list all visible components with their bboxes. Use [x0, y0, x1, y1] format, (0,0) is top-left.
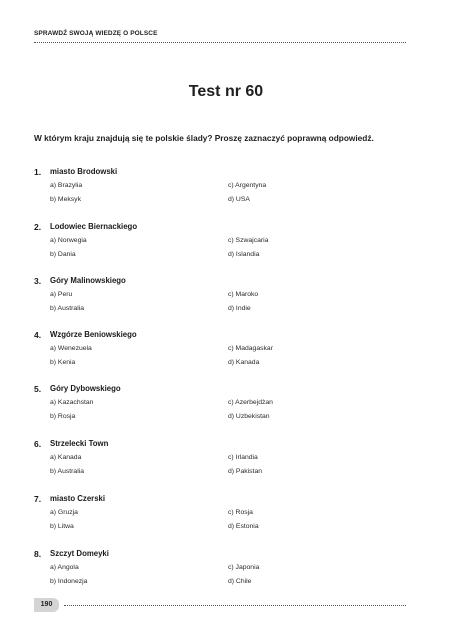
question-text: Góry Dybowskiego [50, 384, 121, 393]
answer-option-a[interactable]: a) Gruzja [50, 509, 78, 516]
answer-option-a[interactable]: a) Kanada [50, 454, 82, 461]
answer-option-a[interactable]: a) Peru [50, 291, 73, 298]
answer-option-d[interactable]: d) Uzbekistan [228, 413, 270, 420]
answer-option-a[interactable]: a) Kazachstan [50, 399, 94, 406]
question-number: 8. [34, 549, 42, 559]
question-number: 4. [34, 330, 42, 340]
page-title: Test nr 60 [188, 83, 264, 100]
question-number: 7. [34, 494, 42, 504]
answer-option-c[interactable]: c) Argentyna [228, 182, 267, 189]
answer-option-d[interactable]: d) Kanada [228, 359, 260, 366]
running-header: SPRAWDŹ SWOJĄ WIEDZĘ O POLSCE [34, 30, 158, 37]
question-number: 2. [34, 222, 42, 232]
question-text: miasto Brodowski [50, 167, 118, 176]
page-number: 190 [34, 598, 59, 612]
answer-option-b[interactable]: b) Indonezja [50, 578, 88, 585]
footer-divider [64, 605, 406, 606]
question-number: 5. [34, 384, 42, 394]
answer-option-c[interactable]: c) Rosja [228, 509, 253, 516]
question-number: 3. [34, 276, 42, 286]
answer-option-a[interactable]: a) Angola [50, 564, 79, 571]
answer-option-d[interactable]: d) Indie [228, 305, 251, 312]
instruction-text: W którym kraju znajdują się te polskie ślady? Proszę zaznaczyć poprawną odpowiedź. [34, 133, 374, 143]
answer-option-c[interactable]: c) Szwajcaria [228, 237, 269, 244]
question-number: 6. [34, 439, 42, 449]
answer-option-b[interactable]: b) Dania [50, 251, 76, 258]
question-number: 1. [34, 167, 42, 177]
question-text: miasto Czerski [50, 494, 106, 503]
answer-option-c[interactable]: c) Irlandia [228, 454, 258, 461]
answer-option-b[interactable]: b) Litwa [50, 523, 74, 530]
answer-option-d[interactable]: d) Islandia [228, 251, 260, 258]
answer-option-d[interactable]: d) Estonia [228, 523, 259, 530]
answer-option-c[interactable]: c) Azerbejdżan [228, 399, 273, 406]
answer-option-b[interactable]: b) Australia [50, 305, 85, 312]
question-text: Lodowiec Biernackiego [50, 222, 138, 231]
answer-option-c[interactable]: c) Madagaskar [228, 345, 273, 352]
question-text: Strzelecki Town [50, 439, 109, 448]
answer-option-d[interactable]: d) Chile [228, 578, 252, 585]
answer-option-b[interactable]: b) Rosja [50, 413, 76, 420]
answer-option-a[interactable]: a) Brazylia [50, 182, 83, 189]
answer-option-b[interactable]: b) Meksyk [50, 196, 81, 203]
answer-option-b[interactable]: b) Australia [50, 468, 85, 475]
header-divider [34, 42, 406, 43]
answer-option-c[interactable]: c) Japonia [228, 564, 260, 571]
question-text: Wzgórze Beniowskiego [50, 330, 137, 339]
answer-option-a[interactable]: a) Wenezuela [50, 345, 92, 352]
answer-option-d[interactable]: d) USA [228, 196, 250, 203]
question-text: Góry Malinowskiego [50, 276, 126, 285]
answer-option-b[interactable]: b) Kenia [50, 359, 76, 366]
answer-option-a[interactable]: a) Norwegia [50, 237, 87, 244]
question-text: Szczyt Domeyki [50, 549, 109, 558]
answer-option-c[interactable]: c) Maroko [228, 291, 259, 298]
answer-option-d[interactable]: d) Pakistan [228, 468, 263, 475]
